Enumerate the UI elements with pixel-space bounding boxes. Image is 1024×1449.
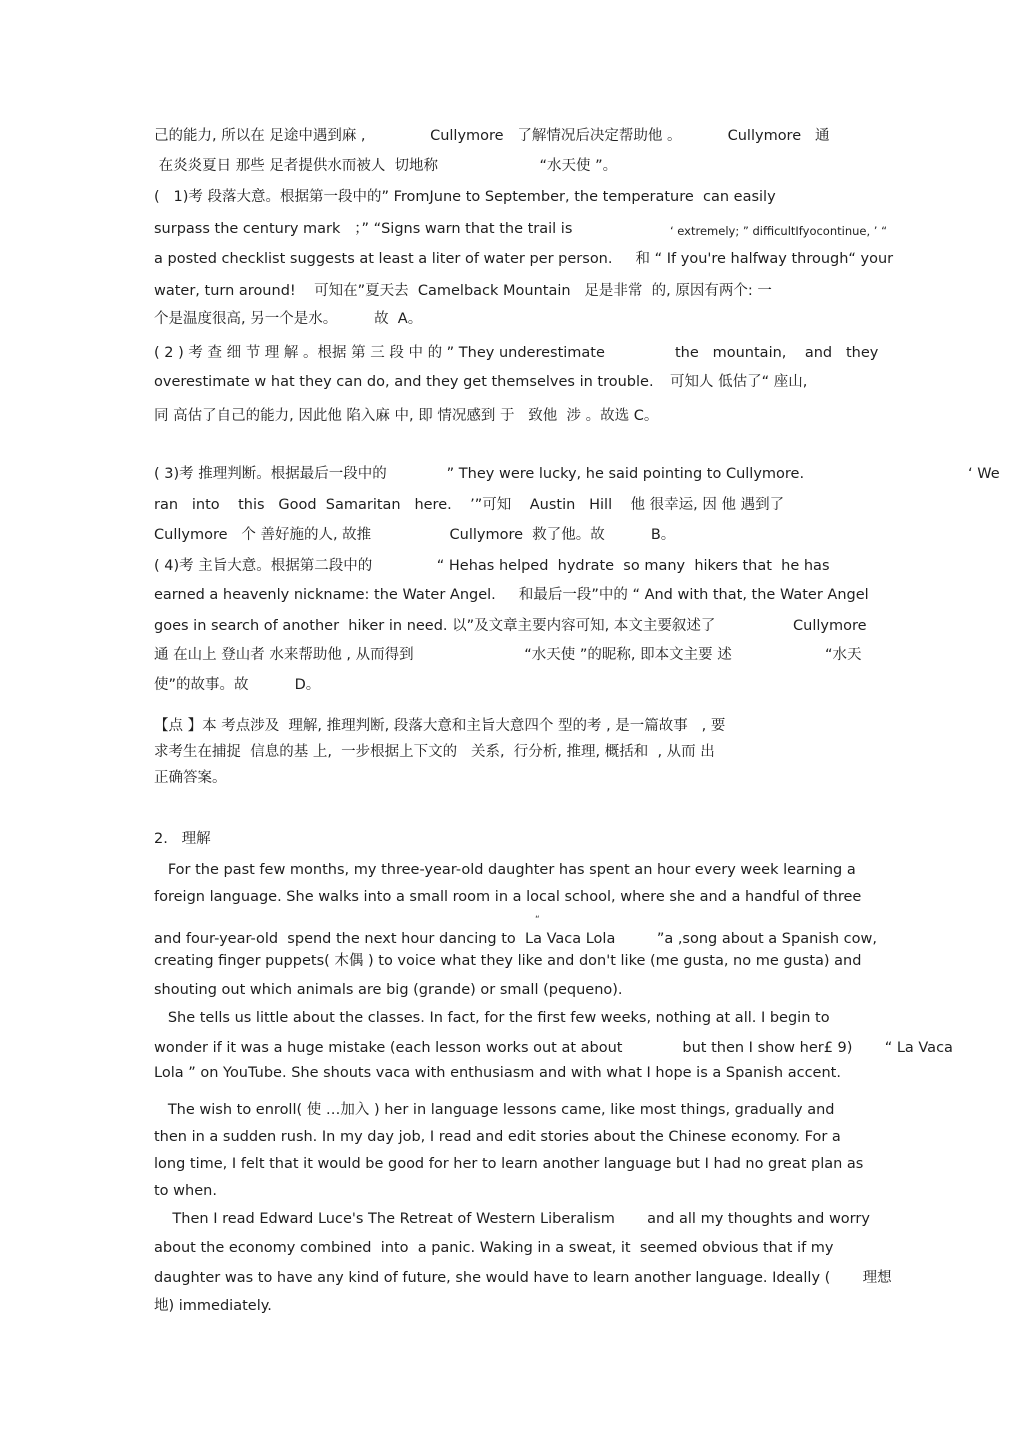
- text-line: ( 4)考 主旨大意。根据第二段中的 “ Hehas helped hydrate so many hikers that he has: [154, 558, 830, 574]
- text-line: ran into this Good Samaritan here. ’”可知 Austin Hill 他 很幸运, 因 他 遇到了: [154, 497, 785, 513]
- text-line: shouting out which animals are big (grande) or small (pequeno).: [154, 982, 623, 998]
- text-line: ‘ extremely; ” difficultIfyocontinue, ’ “: [670, 224, 888, 238]
- text-line: 在炎炎夏日 那些 足者提供水而被人 切地称 “水天使 ”。: [154, 158, 618, 174]
- text-line: creating finger puppets( 木偶 ) to voice what they like and don't like (me gusta, no me gusta) and: [154, 953, 862, 969]
- text-line: and four-year-old spend the next hour dancing to La Vaca Lola ”a ,song about a Spanish cow,: [154, 931, 877, 947]
- text-line: “: [535, 915, 540, 925]
- text-line: 同 高估了自己的能力, 因此他 陷入麻 中, 即 情况感到 于 致他 涉 。故选 C。: [154, 408, 659, 424]
- text-line: 地) immediately.: [154, 1298, 272, 1314]
- text-line: For the past few months, my three-year-old daughter has spent an hour every week learning a: [154, 862, 856, 878]
- text-line: The wish to enroll( 使 …加入 ) her in language lessons came, like most things, gradually and: [154, 1102, 835, 1118]
- text-line: 求考生在捕捉 信息的基 上, 一步根据上下文的 关系, 行分析, 推理, 概括和 , 从而 出: [154, 744, 715, 760]
- text-line: long time, I felt that it would be good for her to learn another language but I had no great plan as: [154, 1156, 864, 1172]
- text-line: Cullymore: [793, 618, 867, 634]
- text-line: about the economy combined into a panic. Waking in a sweat, it seemed obvious that if my: [154, 1240, 834, 1256]
- text-line: overestimate w hat they can do, and they get themselves in trouble.: [154, 374, 654, 390]
- text-line: 【点 】本 考点涉及 理解, 推理判断, 段落大意和主旨大意四个 型的考 , 是一篇故事 , 要: [154, 718, 726, 734]
- text-line: wonder if it was a huge mistake (each lesson works out at about but then I show her£ 9) “ La Vaca: [154, 1040, 953, 1056]
- text-line: earned a heavenly nickname: the Water Angel. 和最后一段”中的 “ And with that, the Water Angel: [154, 587, 869, 603]
- text-line: daughter was to have any kind of future, she would have to learn another language. Ideally ( 理想: [154, 1270, 892, 1286]
- text-line: the mountain, and they: [675, 345, 879, 361]
- text-line: goes in search of another hiker in need. 以”及文章主要内容可知, 本文主要叙述了: [154, 618, 716, 634]
- text-line: ( 2 ) 考 查 细 节 理 解 。根据 第 三 段 中 的 ” They underestimate: [154, 345, 605, 361]
- text-line: surpass the century mark ；” “Signs warn that the trail is: [154, 221, 573, 237]
- text-line: ‘ We: [968, 466, 1000, 482]
- text-line: ( 1)考 段落大意。根据第一段中的” FromJune to September, the temperature can easily: [154, 189, 776, 205]
- text-line: 可知人 低估了“ 座山,: [670, 374, 808, 390]
- text-line: 个是温度很高, 另一个是水。 故 A。: [154, 311, 423, 327]
- text-line: Cullymore 个 善好施的人, 故推 Cullymore 救了他。故 B。: [154, 527, 676, 543]
- text-line: 正确答案。: [154, 770, 227, 786]
- text-line: Then I read Edward Luce's The Retreat of Western Liberalism and all my thoughts and worry: [154, 1211, 870, 1227]
- text-line: 通 在山上 登山者 水来帮助他 , 从而得到 “水天使 ”的昵称, 即本文主要 述: [154, 647, 732, 663]
- text-line: Lola ” on YouTube. She shouts vaca with enthusiasm and with what I hope is a Spanish accent.: [154, 1065, 841, 1081]
- text-line: water, turn around! 可知在”夏天去 Camelback Mountain 足是非常 的, 原因有两个: 一: [154, 283, 772, 299]
- text-line: 己的能力, 所以在 足途中遇到麻 , Cullymore 了解情况后决定帮助他 。 Cullymore 通: [154, 128, 830, 144]
- text-line: 使”的故事。故 D。: [154, 677, 321, 693]
- text-line: She tells us little about the classes. In fact, for the first few weeks, nothing at all. I begin to: [154, 1010, 830, 1026]
- text-line: then in a sudden rush. In my day job, I read and edit stories about the Chinese economy. For a: [154, 1129, 841, 1145]
- text-line: a posted checklist suggests at least a liter of water per person. 和 “ If you're halfway through“ your: [154, 251, 894, 267]
- text-line: ( 3)考 推理判断。根据最后一段中的 ” They were lucky, he said pointing to Cullymore.: [154, 466, 805, 482]
- text-line: “水天: [825, 647, 862, 663]
- text-line: 2. 理解: [154, 831, 211, 847]
- text-line: foreign language. She walks into a small room in a local school, where she and a handful of three: [154, 889, 862, 905]
- text-line: to when.: [154, 1183, 217, 1199]
